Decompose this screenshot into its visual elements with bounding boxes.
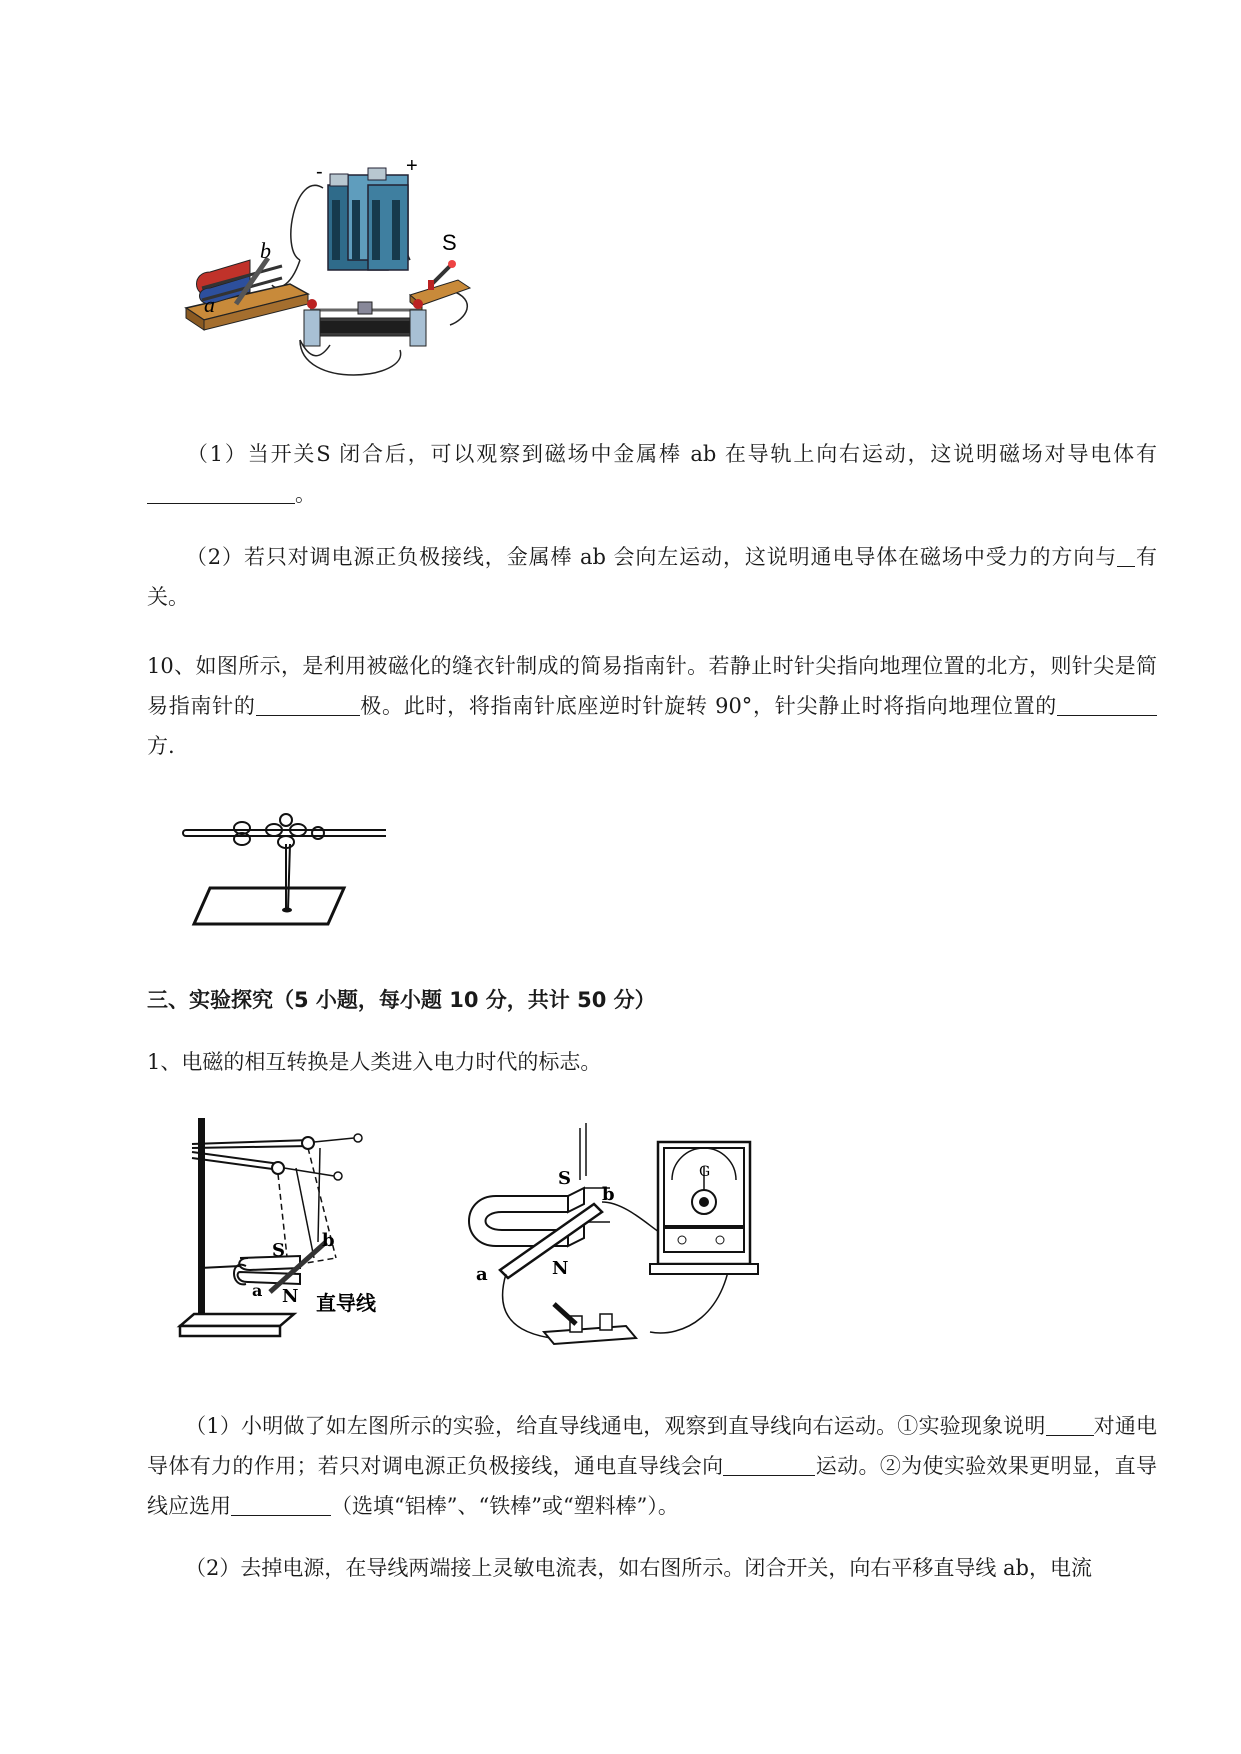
right-n-label: N: [552, 1258, 569, 1279]
left-s-label: S: [272, 1240, 285, 1261]
meter-g-label: G: [699, 1164, 711, 1180]
galvanometer-figure: [450, 1118, 780, 1358]
q9-part1-tail: 。: [295, 482, 316, 506]
answer-blank[interactable]: [1117, 545, 1135, 567]
answer-blank[interactable]: [147, 482, 295, 504]
left-a-label: a: [252, 1281, 263, 1300]
e1-part1-text-1: （1）小明做了如左图所示的实验，给直导线通电，观察到直导线向右运动。①实验现象说明: [185, 1414, 1046, 1438]
e1-part1-text-4: （选填“铝棒”、“铁棒”或“塑料棒”）。: [331, 1494, 679, 1518]
e1-intro: 1、电磁的相互转换是人类进入电力时代的标志。: [147, 1050, 602, 1074]
circuit-figure-1: [180, 160, 490, 400]
answer-blank[interactable]: [723, 1454, 815, 1476]
right-b-label: b: [602, 1184, 615, 1205]
e1-part1-text-3: 运动。②为使实验效果更明显，直导线应选用: [147, 1454, 1158, 1518]
rod-b-label: b: [260, 238, 271, 263]
section-heading: 三、实验探究（5 小题，每小题 10 分，共计 50 分）: [147, 988, 656, 1012]
hanging-wire-figure: [170, 1118, 430, 1358]
switch: [544, 1304, 636, 1344]
answer-blank[interactable]: [256, 694, 360, 716]
q9-part2-paragraph: [147, 537, 1157, 617]
right-s-label: S: [558, 1168, 571, 1189]
q10-paragraph: [147, 646, 1157, 766]
plus-label: +: [406, 160, 418, 177]
answer-blank[interactable]: [231, 1494, 331, 1516]
switch-s-label: S: [442, 230, 457, 255]
needle-compass-figure: [182, 806, 392, 934]
left-b-label: b: [322, 1230, 335, 1251]
rod-a-label: a: [204, 292, 215, 317]
rheostat: [304, 299, 426, 346]
straight-wire-label: 直导线: [316, 1291, 376, 1315]
e1-part1-text-2: 对通电导体有力的作用；若只对调电源正负极接线，通电直导线会向: [147, 1414, 1158, 1478]
e1-part2-paragraph: [147, 1548, 1157, 1588]
battery-pack: [328, 168, 408, 270]
right-a-label: a: [476, 1264, 488, 1285]
e1-part1-paragraph: [147, 1406, 1157, 1526]
galvanometer: [650, 1142, 758, 1274]
q9-part2-text: （2）若只对调电源正负极接线，金属棒 ab 会向左运动，这说明通电导体在磁场中受力的方向与: [185, 545, 1118, 569]
answer-blank[interactable]: [1046, 1414, 1094, 1436]
q9-part1-paragraph: [147, 434, 1157, 514]
left-n-label: N: [282, 1286, 299, 1307]
minus-label: -: [316, 161, 323, 183]
q10-text-1: 10、如图所示，是利用被磁化的缝衣针制成的简易指南针。若静止时针尖指向地理位置的北方，则针尖是简易指南针的: [147, 654, 1157, 718]
e1-part2-text: （2）去掉电源，在导线两端接上灵敏电流表，如右图所示。闭合开关，向右平移直导线 ab，电流: [185, 1556, 1092, 1580]
q9-part1-text: （1）当开关S 闭合后，可以观察到磁场中金属棒 ab 在导轨上向右运动，这说明磁场对导电体有: [185, 442, 1157, 466]
answer-blank[interactable]: [1057, 694, 1157, 716]
q10-text-3: 方.: [147, 734, 175, 758]
q10-text-2: 极。此时，将指南针底座逆时针旋转 90°，针尖静止时将指向地理位置的: [359, 694, 1058, 718]
q9-part2-tail: 有关。: [147, 545, 1158, 609]
